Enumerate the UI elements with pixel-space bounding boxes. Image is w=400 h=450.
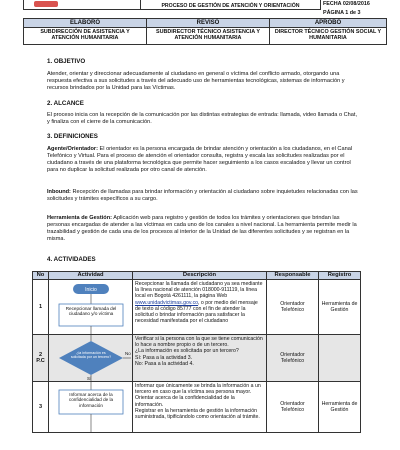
section-definiciones-heading: 3. DEFINICIONES — [47, 133, 98, 140]
page-number: PÁGINA 1 de 3 — [323, 10, 361, 16]
section-objetivo-text: Atender, orientar y direccionar adecuadamente al ciudadano en general o víctima del conflicto armado, otorgando una respuesta efectiva a sus solicitudes a través del adecuado uso de herramientas tecnológicas, sistemas de información y recursos brindados por la Unidad para las Víctimas. — [47, 71, 345, 91]
row-responsible: Orientador Telefónico — [267, 280, 319, 335]
aprobo-header: APROBÓ — [270, 19, 387, 28]
activities-header-row — [33, 272, 361, 280]
activities-table — [32, 271, 361, 433]
process-box-label: Recepcionar llamada del ciudadano y/o víctima — [65, 306, 117, 317]
definition-agente — [47, 146, 359, 174]
row-record — [319, 335, 361, 382]
row-responsible: Orientador Telefónico — [267, 382, 319, 433]
institution-logo-icon — [34, 1, 58, 7]
flow-cell-3 — [49, 382, 133, 433]
definition-inbound-term: Inbound: — [47, 189, 71, 195]
decision-no-label: No — [125, 351, 131, 356]
desc-part: Verificar si la persona con la que se tiene comunicación lo hace a nombre propio o de un tercero. — [135, 336, 263, 349]
row-number: 1 — [33, 280, 49, 335]
definition-herramienta-text: Aplicación web para registro y gestión de todos los trámites y orientaciones que brindan las personas encargadas de atender a las víctimas en cada uno de los canales a nivel nacional. La herramienta permite medir la trazabilidad y gestión de cada una de los procesos al interior de la Unidad de las diferentes solicitudes y se registran en la misma. — [47, 215, 357, 242]
section-alcance-text: El proceso inicia con la recepción de la comunicación por las distintas estrategias de entrada: llamada, video llamada o Chat, y finaliza con el cierre de la comunicación. — [47, 112, 358, 125]
row-number — [33, 335, 49, 382]
row-description — [133, 335, 267, 382]
definition-herramienta — [47, 215, 359, 243]
table-row — [33, 382, 361, 433]
approval-table — [23, 18, 387, 45]
elaboro-value: SUBDIRECCIÓN DE ASISTENCIA Y ATENCIÓN HUMANITARIA — [24, 28, 147, 45]
elaboro-header: ELABORÓ — [24, 19, 147, 28]
flowchart-step-3 — [49, 382, 133, 432]
section-alcance-heading: 2. ALCANCE — [47, 100, 84, 107]
table-row — [33, 335, 361, 382]
process-box-label: Informar acerca de la confidencialidad de la información — [68, 392, 114, 408]
flow-cell-2 — [49, 335, 133, 382]
row-responsible: Orientador Telefónico — [267, 335, 319, 382]
definition-inbound-text: Recepción de llamadas para brindar información y orientación al ciudadano sobre inquietudes relacionadas con las solicitudes y trámites específicos a su cargo. — [47, 189, 358, 202]
desc-part: No: Pasa a la actividad 4. — [135, 360, 194, 367]
document-date: FECHA 02/08/2016 — [323, 1, 370, 7]
reviso-header: REVISÓ — [147, 19, 270, 28]
decision-yes-label: Sí — [87, 376, 92, 381]
table-row — [33, 280, 361, 335]
row-record: Herramienta de Gestión — [319, 280, 361, 335]
desc-part: Orientar acerca de la confidencialidad de la información. — [135, 395, 235, 408]
col-no: No — [33, 272, 49, 280]
aprobo-value: DIRECTOR TÉCNICO GESTIÓN SOCIAL Y HUMANITARIA — [270, 28, 387, 45]
process-title: PROCESO DE GESTIÓN DE ATENCIÓN Y ORIENTACIÓN — [141, 0, 321, 10]
col-registro: Registro — [319, 272, 361, 280]
definition-inbound — [47, 189, 359, 203]
col-descripcion: Descripción — [133, 272, 267, 280]
row-description — [133, 382, 267, 433]
row-number-value: 2 — [38, 352, 43, 358]
decision-label: ¿la información es solicitada por un tercero? — [70, 351, 112, 360]
definition-agente-term: Agente/Orientador: — [47, 146, 98, 152]
start-terminal-label: Inicio — [85, 287, 97, 293]
definition-herramienta-term: Herramienta de Gestión: — [47, 215, 112, 221]
desc-part: ¿La información es solicitada por un tercero? — [135, 348, 239, 355]
control-point-badge: P.C — [36, 358, 45, 364]
row-number: 3 — [33, 382, 49, 433]
col-responsable: Responsable — [267, 272, 319, 280]
logo-cell — [23, 0, 141, 10]
row-description — [133, 280, 267, 335]
section-actividades-heading: 4. ACTIVIDADES — [47, 256, 96, 263]
row-record: Herramienta de Gestión — [319, 382, 361, 433]
col-actividad: Actividad — [49, 272, 133, 280]
definition-agente-text: El orientador es la persona encargada de brindar atención y orientación a los ciudadanos, en el Canal Telefónico y Virtual. Para el proceso de atención el orientador consulta, registra y escala las solicitudes realizadas por el ciudadano a través de una plataforma tecnológica que permite hacer seguimiento a los casos escalados y llevar un control para no duplicar la solicitud realizada por otro canal de atención. — [47, 146, 353, 173]
website-link[interactable]: www.unidadvictimas.gov.co — [135, 299, 199, 306]
reviso-value: SUBDIRECTOR TÉCNICO ASISTENCIA Y ATENCIÓN HUMANITARIA — [147, 28, 270, 45]
document-meta — [321, 0, 387, 18]
flow-cell-1 — [49, 280, 133, 335]
desc-part: Recepcionar la llamada del ciudadano ya sea mediante la línea nacional de atención 018000-911119, la línea local en Bogotá 4261111, la página Web — [135, 281, 263, 300]
desc-part: Registrar en la herramienta de gestión la información suministrada, tipificándolo como orientación al trámite. — [135, 407, 260, 421]
desc-part: Sí: Pasa a la actividad 3. — [135, 354, 193, 361]
flowchart-step-2 — [49, 335, 133, 381]
desc-part: Informar que únicamente se brinda la información a un tercero en caso que la víctima sea persona mayor. — [135, 383, 261, 396]
desc-part: , o por medio del mensaje de texto al código 85777 con el fin de atender la solicitud o brindar información para satisfacer la necesidad manifestada por el ciudadano — [135, 299, 258, 325]
section-objetivo-heading: 1. OBJETIVO — [47, 58, 86, 65]
flowchart-step-1 — [49, 280, 133, 334]
